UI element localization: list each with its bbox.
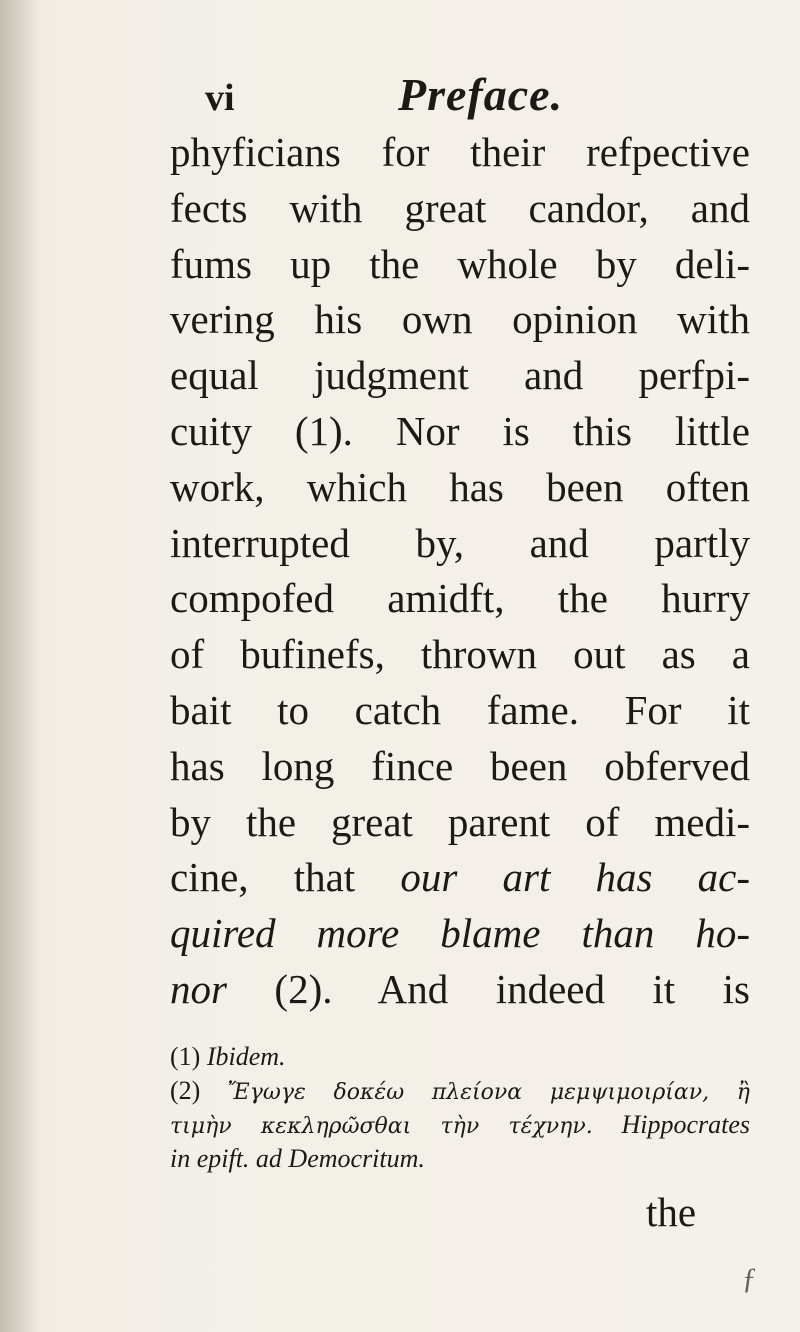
text-line: work, which has been often [170, 463, 750, 510]
marginal-mark: ƒ [742, 1262, 757, 1295]
text-line: has long fince been obferved [170, 742, 750, 789]
body-text [170, 125, 750, 1018]
text-line: compofed amidft, the hurry [170, 575, 750, 622]
running-head: Preface. [398, 69, 564, 120]
footnote-marker: (2) [170, 1076, 201, 1105]
text-line: of bufinefs, thrown out as a [170, 631, 750, 678]
text-line: bait to catch fame. For it [170, 686, 750, 733]
text-line: nor (2). And indeed it is [170, 965, 750, 1012]
footnote-source: in epift. ad Democritum. [170, 1144, 425, 1173]
text-line: fums up the whole by deli- [170, 240, 750, 287]
footnote-1 [170, 1040, 750, 1074]
gutter-shadow [0, 0, 40, 1332]
italic-quote: quired more blame than ho- [170, 910, 750, 957]
text-line: interrupted by, and partly [170, 519, 750, 566]
footnote-2-source [170, 1142, 750, 1176]
page-header [0, 68, 800, 128]
text-line: fects with great candor, and [170, 184, 750, 231]
footnote-2-continued [170, 1108, 750, 1142]
footnotes [170, 1040, 750, 1176]
footnote-greek-quote: Ἔγωγε δοκέω πλείονα μεμψιμοιρίαν, ἢ [227, 1080, 750, 1105]
text-line: cine, that our art has ac- [170, 854, 750, 901]
page-number: vi [205, 77, 235, 119]
footnote-greek-quote: τιμὴν κεκληρῶσθαι τὴν τέχνην. [170, 1114, 593, 1139]
text-line: phyficians for their refpective [170, 129, 750, 175]
footnote-source: Hippocrates [621, 1110, 750, 1139]
footnote-text: Ibidem. [206, 1042, 286, 1071]
text-line [170, 906, 750, 962]
text-line: cuity (1). Nor is this little [170, 407, 750, 454]
text-line: equal judgment and perfpi- [170, 352, 750, 399]
catchword: the [646, 1189, 697, 1235]
italic-quote: nor [170, 965, 227, 1012]
footnote-2 [170, 1074, 750, 1108]
text-line: vering his own opinion with [170, 296, 750, 343]
footnote-marker: (1) [170, 1042, 201, 1071]
text-line: by the great parent of medi- [170, 798, 750, 845]
italic-quote: our art has ac- [400, 854, 750, 901]
